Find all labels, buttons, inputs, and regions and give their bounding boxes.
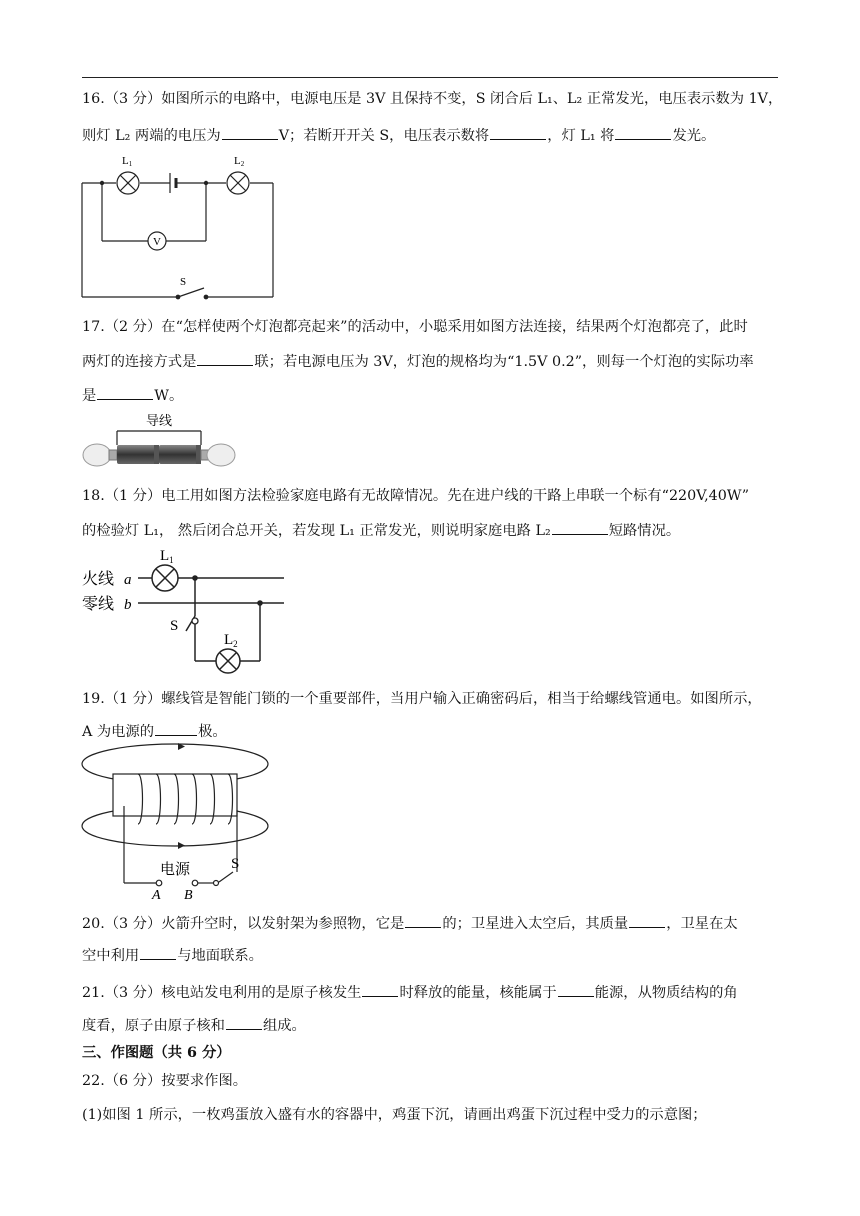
q16-line1: 16.（3 分）如图所示的电路中，电源电压是 3V 且保持不变，S 闭合后 L₁、L₂ 正常发光，电压表示数为 1V， xyxy=(82,91,783,107)
answer-blank[interactable] xyxy=(558,983,594,997)
battery-icon xyxy=(170,173,176,193)
bulb-right-icon xyxy=(201,444,235,466)
wire-label: 导线 xyxy=(145,413,173,428)
voltmeter-label: V xyxy=(153,236,161,248)
switch-pivot-icon xyxy=(214,881,219,886)
answer-blank[interactable] xyxy=(490,126,546,140)
answer-blank[interactable] xyxy=(97,386,153,400)
q20-line1: 20.（3 分）火箭升空时，以发射架为参照物，它是 的；卫星进入太空后，其质量 ，卫星在太 xyxy=(82,916,738,932)
q18-line1: 18.（1 分）电工用如图方法检验家庭电路有无故障情况。先在进户线的干路上串联一个标有“220V,40W” xyxy=(82,488,750,504)
terminal-b-icon xyxy=(192,880,198,886)
lamp-l1-label: $L_1$ xyxy=(160,548,174,565)
q19-line2: A 为电源的 极。 xyxy=(82,724,227,740)
q17-bulbs-figure xyxy=(80,410,240,470)
answer-blank[interactable] xyxy=(140,946,176,960)
q20-line2: 空中利用 与地面联系。 xyxy=(82,948,263,964)
bulb-left-icon xyxy=(83,444,117,466)
answer-blank[interactable] xyxy=(222,126,278,140)
answer-blank[interactable] xyxy=(615,126,671,140)
lamp-l2-icon xyxy=(227,172,249,194)
switch-icon xyxy=(192,618,198,624)
svg-text:b: b xyxy=(124,597,132,613)
lamp-l1-icon xyxy=(152,565,178,591)
answer-blank[interactable] xyxy=(405,914,441,928)
switch-label: S xyxy=(231,856,240,872)
q16-line2: 则灯 L₂ 两端的电压为 V；若断开开关 S，电压表示数将 ，灯 L₁ 将 发光。 xyxy=(82,128,716,144)
q17-line1: 17.（2 分）在“怎样使两个灯泡都亮起来”的活动中，小聪采用如图方法连接，结果两个灯泡都亮了，此时 xyxy=(82,319,748,335)
lamp-l1-icon xyxy=(117,172,139,194)
answer-blank[interactable] xyxy=(197,352,253,366)
answer-blank[interactable] xyxy=(226,1016,262,1030)
answer-blank[interactable] xyxy=(629,914,665,928)
q16-circuit-diagram xyxy=(78,150,278,302)
lamp-l1-label: L1 xyxy=(122,155,133,168)
switch-label: S xyxy=(170,618,179,634)
answer-blank[interactable] xyxy=(552,521,608,535)
answer-blank[interactable] xyxy=(362,983,398,997)
lamp-l2-label: $L_2$ xyxy=(224,632,238,649)
q19-solenoid-diagram xyxy=(78,740,278,902)
svg-text:a: a xyxy=(124,572,132,588)
q21-line1: 21.（3 分）核电站发电利用的是原子核发生 时释放的能量，核能属于 能源，从物质结构的角 xyxy=(82,985,738,1001)
q21-line2: 度看，原子由原子核和 组成。 xyxy=(82,1018,306,1034)
power-source-label: 电源 xyxy=(160,862,191,878)
q17-line3: 是 W。 xyxy=(82,388,184,404)
q19-line1: 19.（1 分）螺线管是智能门锁的一个重要部件，当用户输入正确密码后，相当于给螺线管通电。如图所示， xyxy=(82,691,762,707)
terminal-a-icon xyxy=(156,880,162,886)
header-rule xyxy=(82,77,778,78)
live-wire-label: 火线 xyxy=(82,571,115,588)
q22-line1: 22.（6 分）按要求作图。 xyxy=(82,1073,248,1089)
section-heading: 三、作图题（共 6 分） xyxy=(82,1045,231,1061)
switch-icon xyxy=(176,288,208,299)
lamp-l2-label: L2 xyxy=(234,155,245,168)
q22-line2: (1)如图 1 所示，一枚鸡蛋放入盛有水的容器中，鸡蛋下沉，请画出鸡蛋下沉过程中受力的示意图； xyxy=(82,1107,707,1123)
battery-cells-icon xyxy=(117,445,201,464)
neutral-wire-label: 零线 xyxy=(82,596,115,613)
terminal-a-label: A xyxy=(152,888,161,903)
q18-line2: 的检验灯 L₁， 然后闭合总开关，若发现 L₁ 正常发光，则说明家庭电路 L₂ 短路情况。 xyxy=(82,523,681,539)
lamp-l2-icon xyxy=(216,649,240,673)
terminal-b-label: B xyxy=(184,888,193,903)
q18-household-circuit xyxy=(80,543,290,673)
q17-line2: 两灯的连接方式是 联；若电源电压为 3V，灯泡的规格均为“1.5V 0.2”，则每一个灯泡的实际功率 xyxy=(82,354,754,370)
switch-label: S xyxy=(180,276,187,288)
answer-blank[interactable] xyxy=(155,722,197,736)
